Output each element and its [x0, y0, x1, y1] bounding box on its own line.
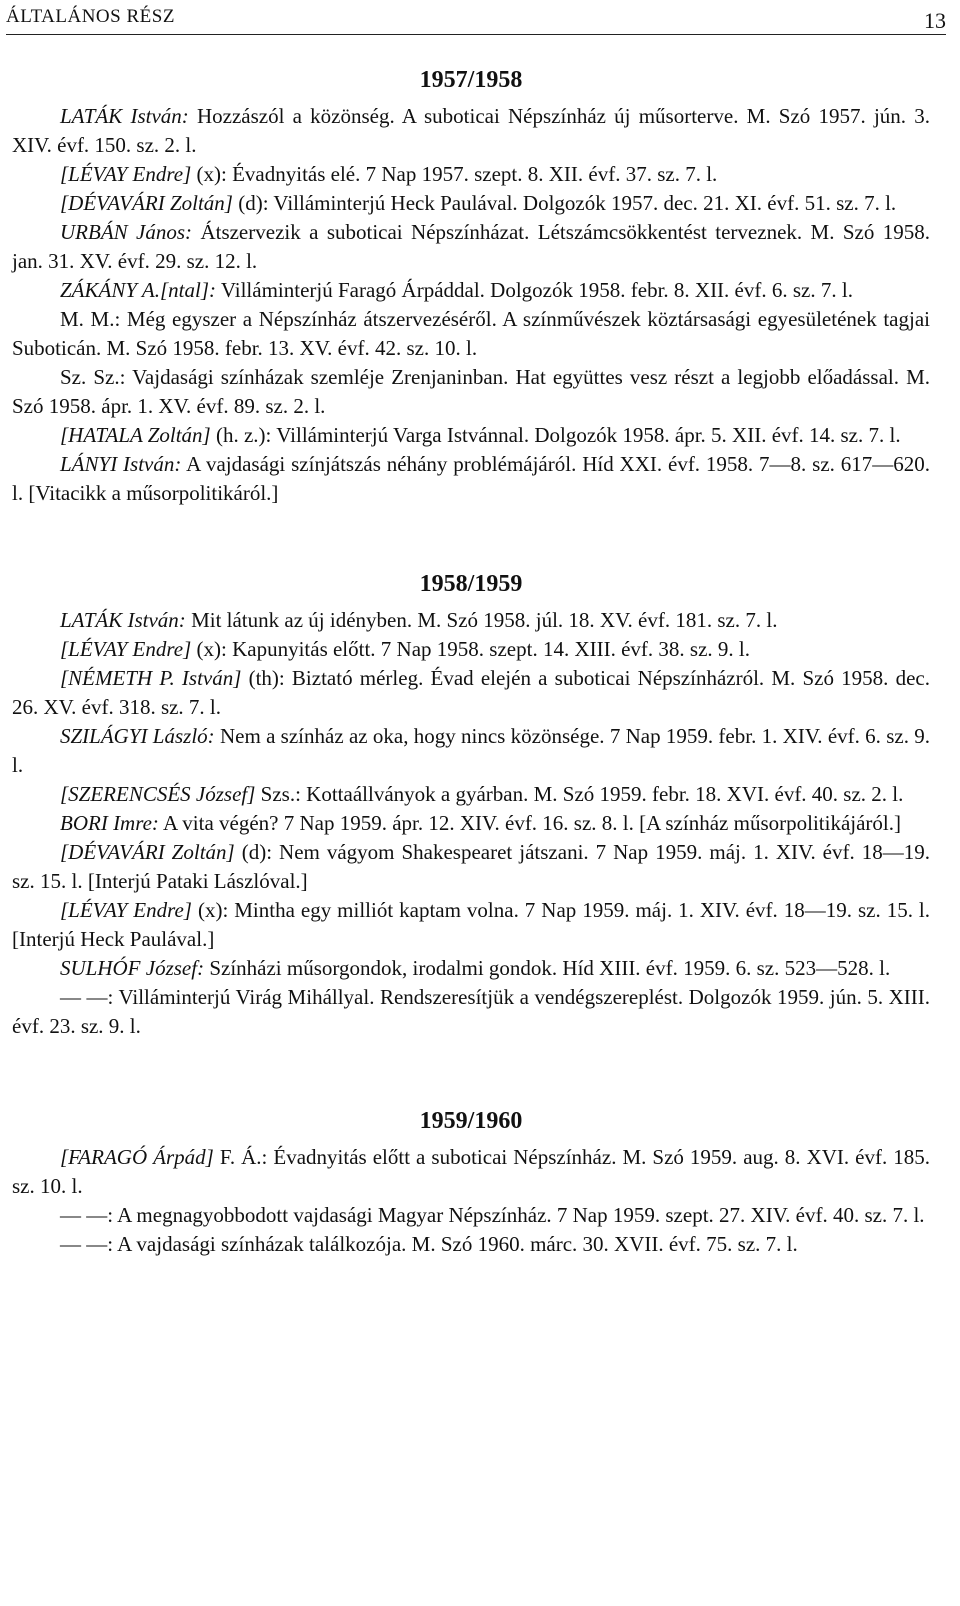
- entry-author: SZILÁGYI László:: [60, 724, 215, 748]
- section-title: 1957/1958: [419, 67, 523, 93]
- entry-text: Hozzászól a közönség. A suboticai Népszínház új műsorterve. M. Szó 1957. jún. 3. XIV. évf. 150. sz. 2. l.: [12, 104, 930, 157]
- entry-text: Átszervezik a suboticai Népszínházat. Létszámcsökkentést terveznek. M. Szó 1958. jan. 31. XV. évf. 29. sz. 12. l.: [12, 220, 930, 273]
- entry-text: Színházi műsorgondok, irodalmi gondok. Híd XIII. évf. 1959. 6. sz. 523—528. l.: [204, 956, 891, 980]
- entry-text: A vita végén? 7 Nap 1959. ápr. 12. XIV. évf. 16. sz. 8. l. [A színház műsorpolitikájáról.]: [158, 811, 901, 835]
- entry-author: LATÁK István:: [60, 608, 186, 632]
- bibliography-entry: [12, 780, 930, 809]
- bibliography-entry: [12, 838, 930, 896]
- entry-text: — —: Villáminterjú Virág Mihállyal. Rendszeresítjük a vendégszereplést. Dolgozók 1959. jún. 5. XIII. évf. 23. sz. 9. l.: [12, 985, 930, 1038]
- entry-text: (x): Évadnyitás elé. 7 Nap 1957. szept. 8. XII. évf. 37. sz. 7. l.: [191, 162, 718, 186]
- entry-text: (d): Nem vágyom Shakespearet játszani. 7 Nap 1959. máj. 1. XIV. évf. 18—19. sz. 15. l. [Interjú Pataki Lászlóval.]: [12, 840, 930, 893]
- entry-author: [LÉVAY Endre]: [60, 637, 192, 661]
- bibliography-entry: [12, 1201, 930, 1230]
- entry-text: (h. z.): Villáminterjú Varga Istvánnal. Dolgozók 1958. ápr. 5. XII. évf. 14. sz. 7. l.: [210, 423, 901, 447]
- entry-text: F. Á.: Évadnyitás előtt a suboticai Népszínház. M. Szó 1959. aug. 8. XVI. évf. 185. sz. 10. l.: [12, 1145, 931, 1198]
- entry-author: [LÉVAY Endre]: [60, 162, 192, 186]
- bibliography-entry: [12, 450, 930, 508]
- bibliography-entry: [12, 160, 930, 189]
- running-header-title: ÁLTALÁNOS RÉSZ: [6, 6, 175, 27]
- entry-text: — —: A vajdasági színházak találkozója. M. Szó 1960. márc. 30. XVII. évf. 75. sz. 7. l.: [60, 1232, 798, 1256]
- section-title: 1959/1960: [419, 1108, 523, 1134]
- entry-author: [HATALA Zoltán]: [60, 423, 211, 447]
- entry-author: [DÉVAVÁRI Zoltán]: [60, 840, 235, 864]
- bibliography-entry: [12, 896, 930, 954]
- bibliography-entry: [12, 102, 930, 160]
- bibliography-entry: [12, 305, 930, 363]
- entry-author: [FARAGÓ Árpád]: [60, 1145, 214, 1169]
- entry-author: LÁNYI István:: [60, 452, 182, 476]
- section-title: 1958/1959: [419, 571, 523, 597]
- bibliography-entry: [12, 1230, 930, 1259]
- entry-author: BORI Imre:: [60, 811, 159, 835]
- bibliography-entry: [12, 664, 930, 722]
- bibliography-body: [12, 58, 930, 1259]
- entry-author: URBÁN János:: [60, 220, 193, 244]
- entry-author: [NÉMETH P. István]: [60, 666, 242, 690]
- bibliography-entry: [12, 606, 930, 635]
- entry-text: (th): Biztató mérleg. Évad elején a suboticai Népszínházról. M. Szó 1958. dec. 26. XV. évf. 318. sz. 7. l.: [12, 666, 930, 719]
- running-header: [6, 4, 946, 35]
- bibliography-entry: [12, 189, 930, 218]
- entry-text: Sz. Sz.: Vajdasági színházak szemléje Zrenjaninban. Hat együttes vesz részt a legjobb előadással. M. Szó 1958. ápr. 1. XV. évf. 89. sz. 2. l.: [12, 365, 930, 418]
- entry-text: — —: A megnagyobbodott vajdasági Magyar Népszínház. 7 Nap 1959. szept. 27. XIV. évf. 40. sz. 7. l.: [60, 1203, 925, 1227]
- section-spacer: [12, 1041, 930, 1099]
- bibliography-entry: [12, 363, 930, 421]
- bibliography-entry: [12, 635, 930, 664]
- entry-author: SULHÓF József:: [60, 956, 205, 980]
- entry-text: M. M.: Még egyszer a Népszínház átszervezéséről. A színművészek köztársasági egyesületének tagjai Suboticán. M. Szó 1958. febr. 13. XV. évf. 42. sz. 10. l.: [12, 307, 930, 360]
- entry-author: [SZERENCSÉS József]: [60, 782, 256, 806]
- bibliography-entry: [12, 276, 930, 305]
- entry-text: (d): Villáminterjú Heck Paulával. Dolgozók 1957. dec. 21. XI. évf. 51. sz. 7. l.: [232, 191, 897, 215]
- entry-author: [LÉVAY Endre]: [60, 898, 192, 922]
- bibliography-entry: [12, 722, 930, 780]
- entry-text: (x): Mintha egy milliót kaptam volna. 7 Nap 1959. máj. 1. XIV. évf. 18—19. sz. 15. l. [Interjú Heck Paulával.]: [12, 898, 930, 951]
- bibliography-entry: [12, 218, 930, 276]
- entry-text: A vajdasági színjátszás néhány problémájáról. Híd XXI. évf. 1958. 7—8. sz. 617—620. l. [Vitacikk a műsorpolitikáról.]: [12, 452, 931, 505]
- entry-author: [DÉVAVÁRI Zoltán]: [60, 191, 233, 215]
- entry-text: Villáminterjú Faragó Árpáddal. Dolgozók 1958. febr. 8. XII. évf. 6. sz. 7. l.: [215, 278, 853, 302]
- entry-text: (x): Kapunyitás előtt. 7 Nap 1958. szept. 14. XIII. évf. 38. sz. 9. l.: [191, 637, 750, 661]
- bibliography-entry: [12, 809, 930, 838]
- entry-author: ZÁKÁNY A.[ntal]:: [60, 278, 216, 302]
- bibliography-entry: [12, 421, 930, 450]
- entry-text: Szs.: Kottaállványok a gyárban. M. Szó 1959. febr. 18. XVI. évf. 40. sz. 2. l.: [255, 782, 904, 806]
- bibliography-entry: [12, 954, 930, 983]
- entry-text: Nem a színház az oka, hogy nincs közönsége. 7 Nap 1959. febr. 1. XIV. évf. 6. sz. 9. l.: [12, 724, 930, 777]
- page-number: 13: [924, 8, 946, 33]
- bibliography-entry: [12, 1143, 930, 1201]
- entry-author: LATÁK István:: [60, 104, 189, 128]
- entry-text: Mit látunk az új idényben. M. Szó 1958. júl. 18. XV. évf. 181. sz. 7. l.: [185, 608, 778, 632]
- section-spacer: [12, 508, 930, 562]
- bibliography-entry: [12, 983, 930, 1041]
